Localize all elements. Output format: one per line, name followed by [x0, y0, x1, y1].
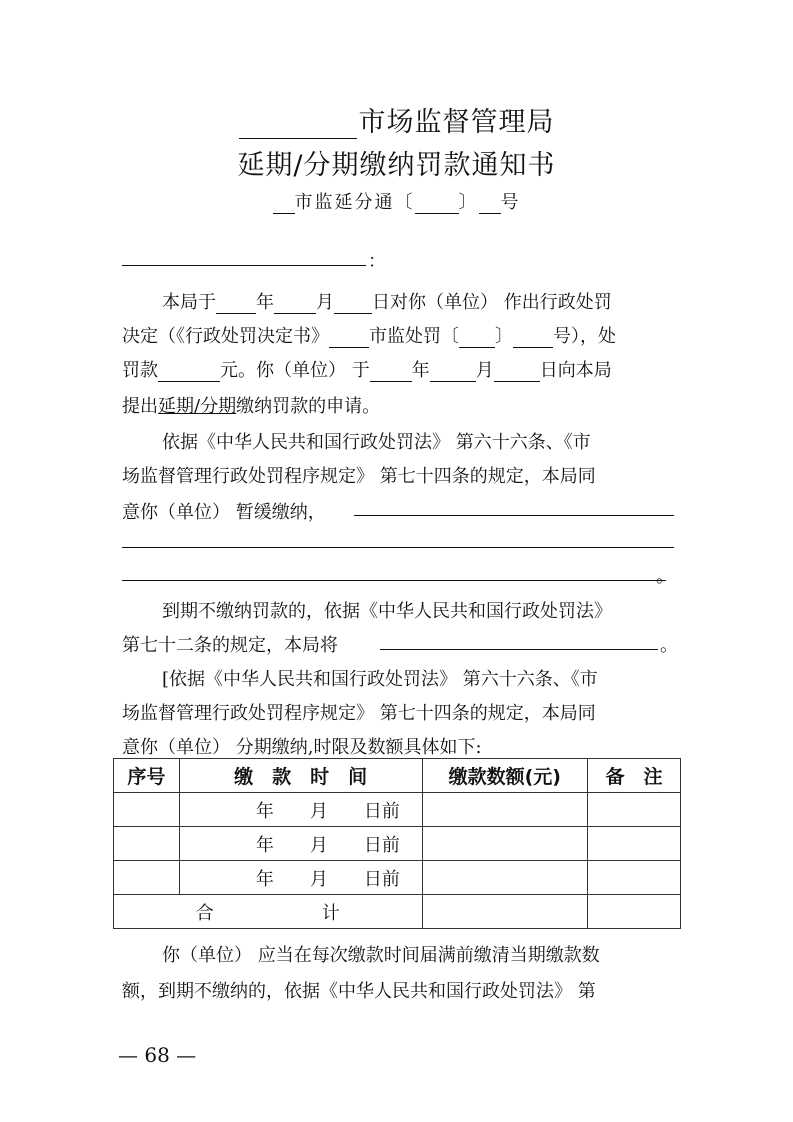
page-title-line2: 延期/分期缴纳罚款通知书	[237, 150, 556, 181]
page-title-line1	[0, 100, 793, 139]
page-number: — 68 —	[118, 1043, 197, 1067]
col-header-amount: 缴款数额(元)	[422, 759, 588, 793]
para2-line1: 依据《中华人民共和国行政处罚法》 第六十六条、《市	[162, 432, 591, 453]
para4-line3: 意你（单位） 分期缴纳,时限及数额具体如下:	[122, 737, 482, 758]
table-total-row	[114, 895, 681, 929]
deferral-blank-3	[122, 580, 666, 581]
para3-line2: 第七十二条的规定，本局将	[122, 635, 338, 656]
recipient-blank	[122, 265, 366, 266]
total-label: 合 计	[114, 895, 423, 929]
para4-line2: 场监督管理行政处罚程序规定》 第七十四条的规定，本局同	[122, 703, 596, 724]
para2-line2: 场监督管理行政处罚程序规定》 第七十四条的规定，本局同	[122, 466, 596, 487]
table-row	[114, 861, 681, 895]
para1-line3: 罚款 元。你（单位） 于 年 月 日向本局	[122, 360, 612, 381]
col-header-remark: 备 注	[588, 759, 681, 793]
para1-line4: 提出延期/分期缴纳罚款的申请。	[122, 396, 381, 417]
table-row	[114, 793, 681, 827]
para1-line1: 本局于 年 月 日对你（单位） 作出行政处罚	[162, 292, 612, 313]
deferral-blank-2	[122, 547, 674, 548]
para3-end: 。	[660, 635, 678, 656]
row-date: 年 月 日前	[179, 793, 422, 827]
recipient-colon: ：	[368, 251, 386, 272]
para4-line1: [依据《中华人民共和国行政处罚法》 第六十六条、《市	[162, 669, 598, 690]
para1-line2: 决定（《行政处罚决定书》 市监处罚〔 〕 号），处	[122, 326, 616, 347]
para3-line1: 到期不缴纳罚款的，依据《中华人民共和国行政处罚法》	[162, 601, 612, 622]
para5-line2: 额，到期不缴纳的，依据《中华人民共和国行政处罚法》 第	[122, 981, 596, 1002]
table-header-row	[114, 759, 681, 793]
para2-end: 。	[656, 566, 674, 587]
measure-blank	[380, 649, 658, 650]
installment-table	[113, 758, 681, 929]
para5-line1: 你（单位） 应当在每次缴款时间届满前缴清当期缴款数	[162, 945, 600, 966]
agency-suffix: 市场监督管理局	[358, 107, 555, 138]
row-date: 年 月 日前	[179, 827, 422, 861]
row-date: 年 月 日前	[179, 861, 422, 895]
para2-line3: 意你（单位） 暂缓缴纳，	[122, 502, 326, 523]
col-header-time: 缴 款 时 间	[179, 759, 422, 793]
deferral-blank-1	[354, 515, 674, 516]
document-number: 市监延分通〔 〕 号	[0, 188, 793, 214]
col-header-seq: 序号	[114, 759, 180, 793]
table-row	[114, 827, 681, 861]
agency-name-blank	[239, 112, 357, 139]
